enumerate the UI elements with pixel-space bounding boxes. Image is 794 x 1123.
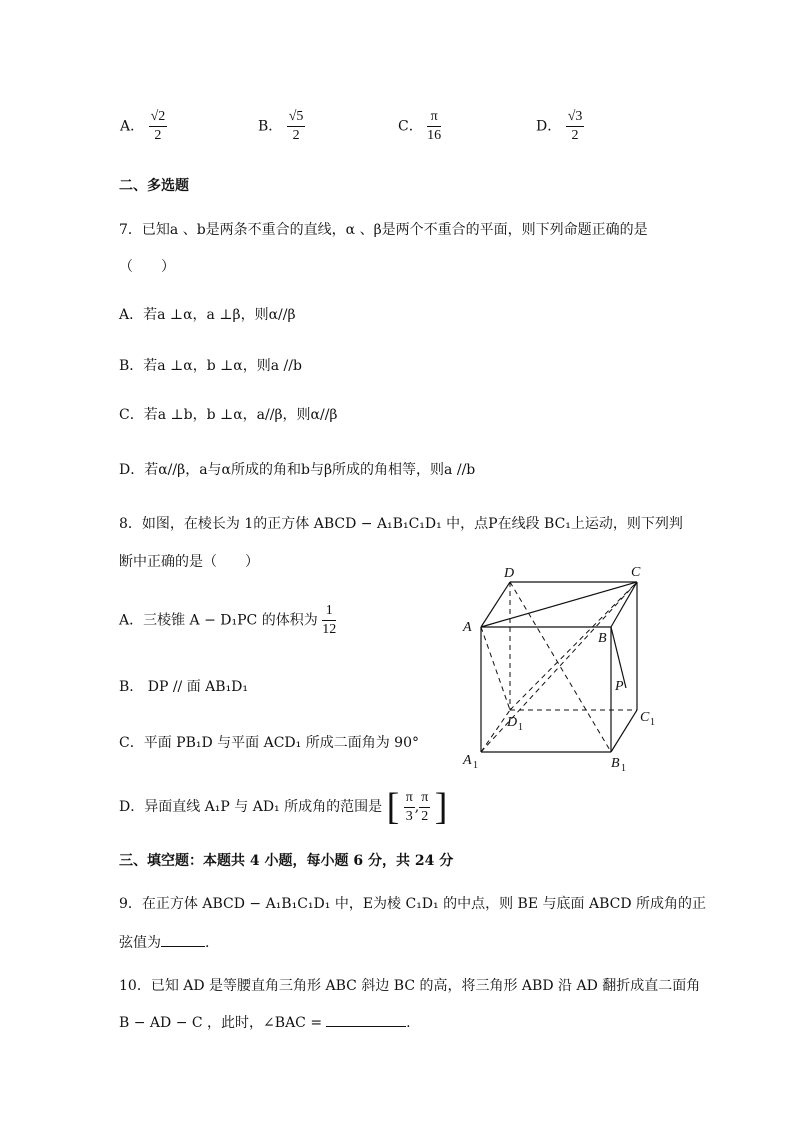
option-text: A．三棱锥 A − D₁PC 的体积为 — [119, 612, 318, 629]
q8-option-d: D．异面直线 A₁P 与 AD₁ 所成角的范围是 [ $\frac{\pi}{3}$ , $\frac{\pi}{2}$ ] — [119, 786, 448, 828]
segment-AD1 — [481, 627, 510, 710]
label-B1: B — [611, 756, 620, 771]
fraction: $\frac{√3}{2}$ — [567, 109, 583, 143]
q9-stem-cont: 弦值为 . — [119, 935, 210, 951]
interval-bracket: ] — [434, 786, 448, 828]
label-D1-sub: 1 — [518, 722, 523, 733]
q10-stem: 10．已知 AD 是等腰直角三角形 ABC 斜边 BC 的高，将三角形 ABD 沿 AD 翻折成直二面角 — [119, 978, 701, 994]
q9-stem: 9．在正方体 ABCD − A₁B₁C₁D₁ 中，E为棱 C₁D₁ 的中点，则 BE 与底面 ABCD 所成角的正 — [119, 896, 707, 912]
q7-option-d: D．若α//β，a与α所成的角和b与β所成的角相等，则a //b — [119, 462, 476, 478]
q8-option-a — [119, 604, 336, 637]
q6-option-d — [536, 110, 584, 143]
option-label: C． — [398, 118, 423, 135]
q10-stem-cont: B − AD − C ，此时，∠BAC = . — [119, 1015, 411, 1031]
q9-text: 弦值为 — [119, 935, 161, 951]
q8-option-b: B． DP // 面 AB₁D₁ — [119, 679, 249, 695]
q7-option-a: A．若a ⊥α，a ⊥β，则α//β — [119, 307, 296, 323]
segment-A1C — [481, 582, 637, 752]
label-B1-sub: 1 — [621, 763, 626, 774]
edge-B1C1 — [611, 710, 637, 752]
section-title-multi-choice: 二、多选题 — [119, 178, 189, 194]
cube-figure — [455, 560, 665, 775]
answer-blank[interactable] — [326, 1014, 406, 1027]
q8-stem: 8．如图，在棱长为 1的正方体 ABCD − A₁B₁C₁D₁ 中，点P在线段 BC₁上运动，则下列判 — [119, 516, 683, 532]
option-text: D．异面直线 A₁P 与 AD₁ 所成角的范围是 — [119, 799, 383, 815]
fraction: $\frac{\pi}{3}$ — [405, 789, 413, 824]
fraction: $\frac{\pi}{16}$ — [427, 109, 442, 143]
q6-option-c — [398, 110, 441, 143]
label-A1-sub: 1 — [473, 760, 478, 771]
fraction: $\frac{√2}{2}$ — [150, 109, 166, 143]
label-C1-sub: 1 — [650, 717, 655, 728]
option-label: A． — [120, 118, 145, 135]
q6-option-b — [258, 110, 305, 143]
answer-blank[interactable] — [161, 934, 205, 947]
fraction: $\frac{\pi}{2}$ — [421, 789, 429, 824]
label-C1: C — [640, 710, 650, 725]
segment-DB1 — [510, 582, 611, 752]
q7-option-b: B．若a ⊥α，b ⊥α，则a //b — [119, 358, 302, 374]
q7-answer-paren: （ ） — [119, 259, 175, 275]
section-title-fill-in: 三、填空题：本题共 4 小题，每小题 6 分，共 24 分 — [119, 853, 454, 869]
option-label: D． — [536, 118, 562, 135]
q8-stem-cont: 断中正确的是（ ） — [119, 554, 259, 570]
q6-option-a — [120, 110, 167, 143]
segment-AC — [481, 582, 637, 627]
label-D1: D — [507, 715, 518, 730]
q7-option-c: C．若a ⊥b，b ⊥α，a//β，则α//β — [119, 407, 338, 423]
label-P: P — [615, 679, 624, 694]
q8-option-c: C．平面 PB₁D 与平面 ACD₁ 所成二面角为 90° — [119, 735, 419, 751]
label-A1: A — [463, 753, 472, 768]
label-B: B — [598, 631, 607, 646]
interval-bracket: [ — [386, 786, 400, 828]
fraction: $\frac{√5}{2}$ — [288, 109, 304, 143]
label-A: A — [463, 620, 472, 635]
edge-A1D1 — [481, 710, 510, 752]
label-D: D — [504, 566, 515, 581]
fraction: $\frac{1}{12}$ — [322, 603, 337, 637]
option-label: B． — [258, 118, 283, 135]
q7-stem: 7．已知a 、b是两条不重合的直线，α 、β是两个不重合的平面，则下列命题正确的是 — [119, 222, 648, 238]
q10-text: B − AD − C ，此时，∠BAC = — [119, 1015, 323, 1031]
label-C: C — [631, 565, 641, 580]
